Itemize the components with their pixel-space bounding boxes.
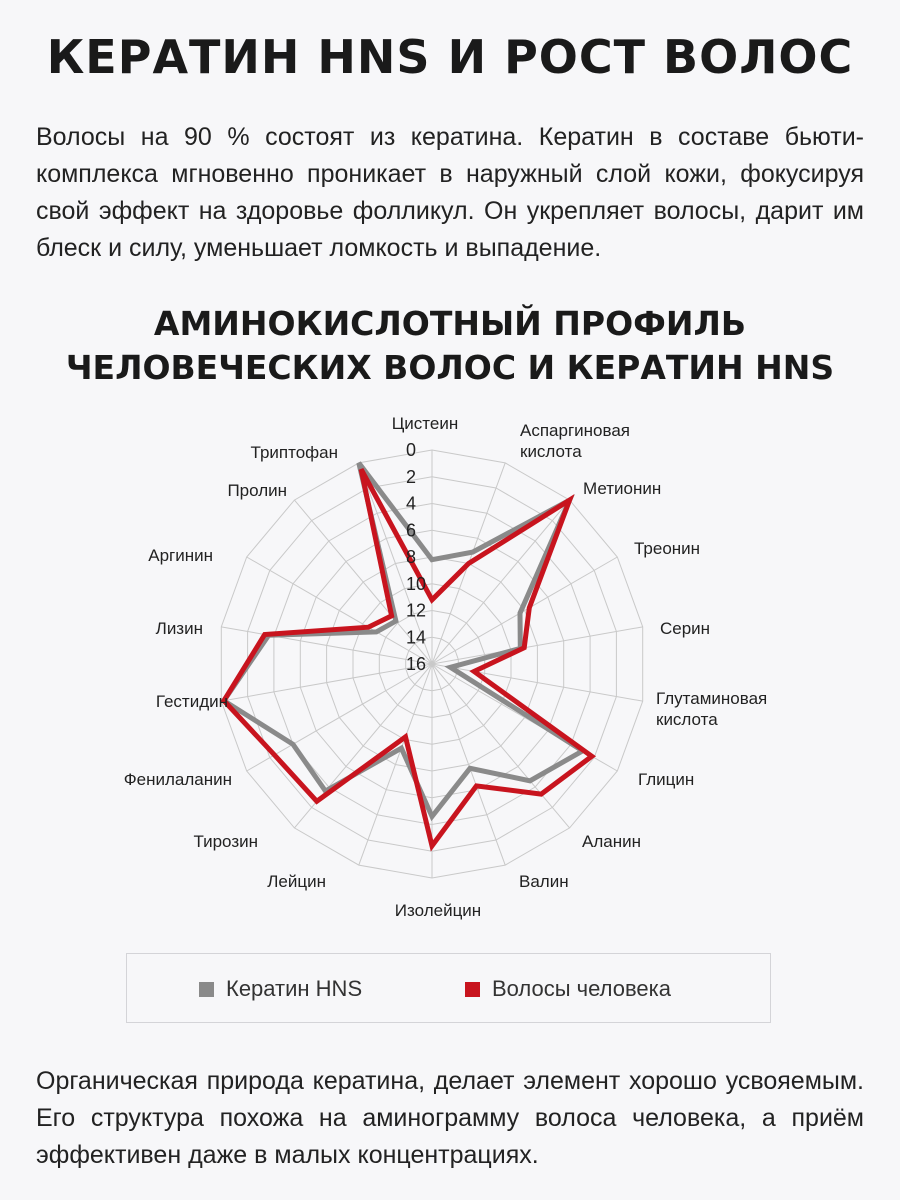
category-label: Цистеин: [391, 414, 459, 433]
legend-label-keratin: Кератин HNS: [226, 976, 363, 1001]
chart-legend: [126, 953, 771, 1023]
legend-item-keratin: [199, 976, 362, 1002]
category-label: Валин: [519, 872, 569, 891]
intro-paragraph: Волосы на 90 % состоят из кератина. Кератин в составе бьюти-комплекса мгновенно проникает в наружный слой кожи, фокусируя свой эффект на здоровье фолликул. Он укрепляет волосы, дарит им блеск и силу, уменьшает ломкость и выпадение.: [36, 123, 864, 262]
legend-swatch-keratin: [199, 982, 214, 997]
axis-tick-label: 14: [406, 627, 427, 648]
category-label: Треонин: [634, 539, 701, 558]
category-label: Пролин: [227, 481, 287, 500]
outro-paragraph: Органическая природа кератина, делает элемент хорошо усвояемым. Его структура похожа на аминограмму волоса человека, а приём эффективен даже в малых концентрациях.: [36, 1067, 864, 1169]
legend-label-hair: Волосы человека: [492, 976, 671, 1001]
chart-title-line1: АМИНОКИСЛОТНЫЙ ПРОФИЛЬ: [153, 304, 747, 343]
category-label: Изолейцин: [394, 901, 482, 920]
axis-tick-label: 10: [406, 573, 427, 594]
legend-swatch-hair: [465, 982, 480, 997]
chart-title-line2: ЧЕЛОВЕЧЕСКИХ ВОЛОС И КЕРАТИН HNS: [65, 348, 835, 387]
axis-tick-label: 4: [406, 493, 417, 514]
category-label: Глутаминовая кислота: [656, 689, 768, 729]
category-label: Лизин: [155, 619, 203, 638]
category-label: Фенилаланин: [123, 770, 232, 789]
legend-item-hair: [465, 976, 671, 1002]
axis-tick-label: 0: [406, 440, 417, 460]
grid-spoke: [294, 664, 432, 828]
axis-tick-label: 8: [406, 547, 417, 567]
page-title: КЕРАТИН HNS И РОСТ ВОЛОС: [46, 30, 854, 84]
category-label: Гестидин: [155, 692, 228, 711]
category-label: Глицин: [638, 770, 695, 789]
category-label: Триптофан: [250, 443, 338, 462]
category-label: Лейцин: [267, 872, 326, 891]
category-label: Аргинин: [148, 546, 213, 565]
axis-tick-label: 2: [406, 466, 417, 487]
category-label: Тирозин: [193, 832, 258, 851]
radar-chart: [0, 400, 900, 940]
category-label: Метионин: [583, 479, 662, 498]
category-label: Аланин: [582, 832, 641, 851]
axis-tick-label: 16: [406, 654, 427, 674]
axis-tick-label: 6: [406, 520, 417, 541]
category-label: Серин: [660, 619, 711, 638]
category-label: Аспаргиновая кислота: [520, 421, 630, 461]
series-keratin-line: [224, 463, 583, 817]
axis-tick-label: 12: [406, 600, 427, 621]
